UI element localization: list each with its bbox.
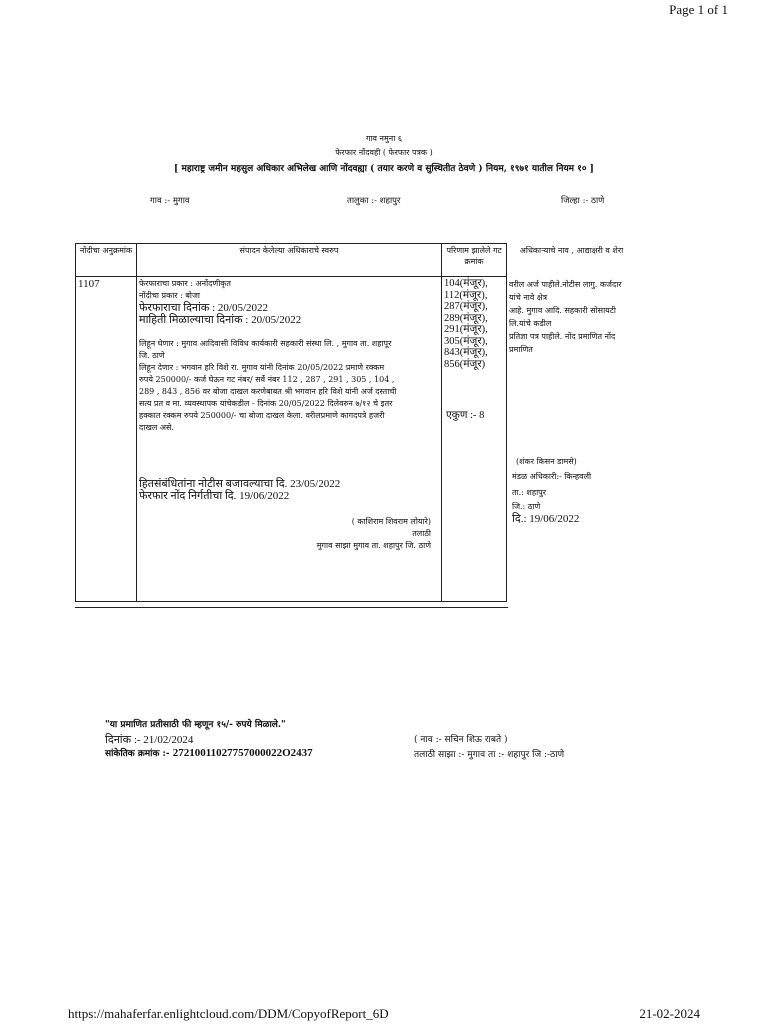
- form-rule: [ महाराष्ट्र जमीन महसुल अधिकार अभिलेख आणि नोंदवह्या ( तयार करणे व सुस्थितीत ठेवणे ) नियम, १९७१ यातील नियम १० ]: [174, 164, 594, 174]
- officer-remarks: [507, 277, 637, 602]
- form-title: फेरफार नोंदवही ( फेरफार पत्रक ): [335, 148, 433, 157]
- issue-date: दिनांक :- 21/02/2024: [105, 734, 194, 746]
- code-value: 27210011027757000022O2437: [172, 747, 313, 759]
- gat-item: 856(मंजूर): [444, 358, 486, 370]
- gat-item: 291(मंजूर),: [444, 324, 488, 335]
- officer-date: दि.: 19/06/2022: [512, 513, 580, 525]
- village-label: गाव :- मुगाव: [150, 196, 190, 206]
- header-officer: अधिकाऱ्याचे नाव , आद्याक्षरी व शेरा: [507, 244, 637, 277]
- disposal-date: फेरफार नोंद निर्गतीचा दि. 19/06/2022: [139, 490, 290, 502]
- gat-item: 305(मंजूर),: [444, 335, 488, 347]
- detail-line: दाखल असे.: [139, 423, 174, 432]
- code-label: सांकेतिक क्रमांक :-: [105, 749, 170, 759]
- gat-item: 112(मंजूर),: [444, 289, 488, 301]
- detail-line: जि. ठाणे: [139, 351, 165, 360]
- officer-designation: मंडळ अधिकारी:- किन्हवली: [512, 472, 592, 481]
- entry-number: 1107: [76, 277, 137, 602]
- detail-line: लिहून देणार : भगवान हरि विशे रा. मुगाव यांनी दिनांक 20/05/2022 प्रमाणे रक्कम: [139, 363, 385, 372]
- issuer-name: ( नाव :- सचिन शिऊ राबते ): [414, 735, 508, 745]
- detail-line: लिहून घेणार : मुगाव आदिवासी विविध कार्यकारी सहकारी संस्था लि. , मुगाव ता. शहापूर: [139, 339, 392, 348]
- taluka-label: तालुका :- शहापुर: [347, 196, 401, 206]
- detail-line: हक्कात रक्कम रुपये 250000/- चा बोजा दाखल केला. वरीलप्रमाणे कागदपत्रे हजरी: [139, 411, 385, 420]
- fee-note: "या प्रमाणित प्रतीसाठी फी म्हणून १५/- रुपये मिळाले.": [105, 720, 286, 730]
- officer-name: (शंकर किसन डामसे): [516, 457, 577, 466]
- talathi-office: मुगाव साझा मुगाव ता. शहापुर जि. ठाणे: [316, 541, 431, 550]
- remark-line: प्रतिज्ञा पत्र पाहीले. नोंद प्रमाणित नोंद प्रमाणित: [509, 331, 616, 354]
- gat-total: एकुण :- 8: [446, 410, 485, 421]
- talathi-name: ( काशिराम शिवराम लोयारे): [351, 517, 431, 526]
- gat-item: 289(मंजूर),: [444, 312, 488, 324]
- header-rights: संपादन केलेल्या अधिकाराचे स्वरुप: [137, 244, 442, 277]
- notice-date: हितसंबंधितांना नोटीस बजावल्याचा दि. 23/05/2022: [139, 478, 341, 490]
- officer-taluka: ता.: शहापुर: [512, 488, 546, 497]
- detail-line: नोंदीचा प्रकार : बोजा: [139, 291, 200, 300]
- header-entry-no: नोंदीचा अनुक्रमांक: [76, 244, 137, 277]
- detail-line: सत्य प्रत व मा. व्यवस्थापक यांचेकडील - दिनांक 20/05/2022 दिलेवरुन ७/१२ चे इतर: [139, 399, 393, 408]
- officer-district: जि.: ठाणे: [512, 502, 541, 511]
- remark-line: आहे. मुगाव आदि. सहकारी सोसायटी लि.यांचे कडील: [509, 305, 616, 328]
- detail-line: 289 , 843 , 856 वर बोजा दाखल करणेबाबत श्री भगवान हरि विशे यांनी अर्ज दस्ताची: [139, 387, 397, 396]
- detail-line: माहिती मिळाल्याचा दिनांक : 20/05/2022: [139, 314, 302, 326]
- gat-numbers: [442, 277, 507, 602]
- page-number: Page 1 of 1: [669, 2, 728, 17]
- detail-line: फेरफाराचा प्रकार : अनोंदणीकृत: [139, 279, 231, 288]
- gat-item: 104(मंजूर),: [444, 278, 488, 289]
- form-number: गाव नमुना ६: [365, 134, 402, 143]
- detail-line: फेरफाराचा दिनांक : 20/05/2022: [139, 302, 269, 314]
- print-date: 21-02-2024: [639, 1006, 700, 1021]
- issuer-saza: तलाठी साझा :- मुगाव ता :- शहापुर जि :-ठाणे: [414, 750, 565, 760]
- code-row: [105, 746, 313, 759]
- talathi-title: तलाठी: [412, 529, 431, 538]
- district-label: जिल्हा :- ठाणे: [561, 196, 605, 206]
- rights-details: [137, 277, 442, 602]
- gat-item: 843(मंजूर),: [444, 347, 488, 358]
- source-url[interactable]: https://mahaferfar.enlightcloud.com/DDM/CopyofReport_6D: [68, 1006, 389, 1021]
- detail-line: रुपये 250000/- कर्ज घेऊन गट नंबर/ सर्वे नंबर 112 , 287 , 291 , 305 , 104 ,: [139, 375, 395, 384]
- gat-item: 287(मंजूर),: [444, 301, 488, 312]
- register-table: [75, 243, 636, 602]
- table-bottom-rule: [75, 607, 508, 608]
- remark-line: वरील अर्ज पाहीले.नोटीस लागु. कर्जदार यांचे नावे क्षेत्र: [509, 279, 622, 302]
- header-gat: परिणाम झालेले गट क्रमांक: [442, 244, 507, 277]
